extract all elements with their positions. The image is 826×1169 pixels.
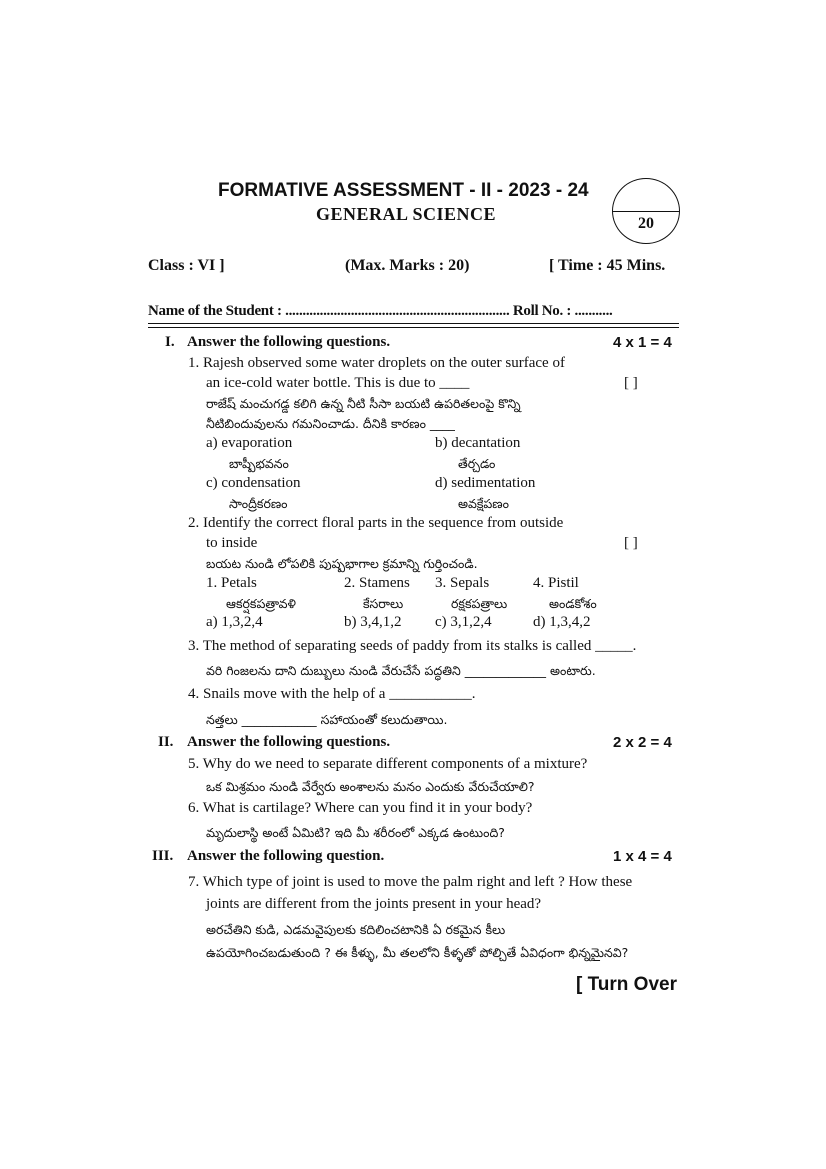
q1-option-b: b) decantation xyxy=(435,435,521,451)
q1-option-d-telugu: అవక్షేపణం xyxy=(458,496,509,511)
q6-line-1: 6. What is cartilage? Where can you find it in your body? xyxy=(188,800,533,816)
q7-telugu-2: ఉపయోగించబడుతుంది ? ఈ కీళ్ళు, మీ తలలోని కీళ్ళతో పోల్చితే ఏవిధంగా భిన్నమైనవి? xyxy=(206,945,629,960)
total-marks-box: 20 xyxy=(638,215,654,232)
max-marks: (Max. Marks : 20) xyxy=(345,257,470,274)
q2-part-1: 1. Petals xyxy=(206,575,257,591)
q3-telugu-1: వరి గింజలను దాని దుబ్బులు నుండి వేరుచేసే పద్ధతిని _____________ అంటారు. xyxy=(206,663,596,678)
q1-option-a-telugu: బాష్పీభవనం xyxy=(229,456,289,471)
q7-telugu-1: అరచేతిని కుడి, ఎడమవైపులకు కదిలించటానికి ఏ రకమైన కీలు xyxy=(206,922,506,937)
q1-telugu-1: రాజేష్ మంచుగడ్డ కలిగి ఉన్న నీటి సీసా బయటి ఉపరితలంపై కొన్ని xyxy=(206,396,521,411)
q1-telugu-2: నీటిబిందువులను గమనించాడు. దీనికి కారణం ____ xyxy=(206,416,455,431)
q2-option-c: c) 3,1,2,4 xyxy=(435,614,492,630)
section-1-title: Answer the following questions. xyxy=(187,334,391,350)
section-3-number: III. xyxy=(152,848,174,864)
q2-option-d: d) 1,3,4,2 xyxy=(533,614,591,630)
q5-telugu-1: ఒక మిశ్రమం నుండి వేర్వేరు అంశాలను మనం ఎందుకు వేరుచేయాలి? xyxy=(206,779,535,794)
q7-line-1: 7. Which type of joint is used to move the palm right and left ? How these xyxy=(188,874,633,890)
time-limit: [ Time : 45 Mins. xyxy=(549,257,666,274)
q1-line-2: an ice-cold water bottle. This is due to ____ xyxy=(206,375,470,391)
section-2-title: Answer the following questions. xyxy=(187,734,391,750)
q4-line-1: 4. Snails move with the help of a ___________. xyxy=(188,686,476,702)
student-name-roll-line: Name of the Student : ................................................................. Roll No. : ........... xyxy=(148,303,613,319)
section-2-number: II. xyxy=(158,734,174,750)
q7-line-2: joints are different from the joints present in your head? xyxy=(206,896,542,912)
q2-line-2: to inside xyxy=(206,535,258,551)
divider-1 xyxy=(148,323,679,324)
section-1-number: I. xyxy=(165,334,175,350)
q2-part-4-telugu: అండకోశం xyxy=(549,596,597,611)
q1-line-1: 1. Rajesh observed some water droplets on the outer surface of xyxy=(188,355,565,371)
q2-part-2-telugu: కేసరాలు xyxy=(363,596,404,611)
q2-telugu-1: బయట నుండి లోపలికి పుష్పభాగాల క్రమాన్ని గుర్తించండి. xyxy=(206,556,478,571)
subject-title: GENERAL SCIENCE xyxy=(316,204,497,224)
q4-telugu-1: నత్తలు ____________ సహాయంతో కలుదుతాయి. xyxy=(206,712,448,727)
q3-line-1: 3. The method of separating seeds of paddy from its stalks is called _____. xyxy=(188,638,637,654)
section-3-marks: 1 x 4 = 4 xyxy=(613,848,672,865)
q5-line-1: 5. Why do we need to separate different components of a mixture? xyxy=(188,756,588,772)
marks-circle xyxy=(612,178,680,244)
q2-part-1-telugu: ఆకర్షకపత్రావళి xyxy=(226,596,296,611)
exam-title: FORMATIVE ASSESSMENT - II - 2023 - 24 xyxy=(218,180,589,201)
turn-over-label: [ Turn Over xyxy=(576,974,677,995)
q2-option-a: a) 1,3,2,4 xyxy=(206,614,263,630)
q1-option-b-telugu: తేర్చడం xyxy=(458,456,496,471)
q2-part-3-telugu: రక్షకపత్రాలు xyxy=(451,596,508,611)
q2-line-1: 2. Identify the correct floral parts in the sequence from outside xyxy=(188,515,564,531)
section-1-marks: 4 x 1 = 4 xyxy=(613,334,672,351)
q2-part-2: 2. Stamens xyxy=(344,575,410,591)
class-label: Class : VI ] xyxy=(148,257,225,274)
q1-option-c: c) condensation xyxy=(206,475,301,491)
q1-option-c-telugu: సాంద్రీకరణం xyxy=(229,496,288,511)
q2-answer-bracket[interactable]: [ ] xyxy=(624,535,638,551)
section-3-title: Answer the following question. xyxy=(187,848,385,864)
q1-answer-bracket[interactable]: [ ] xyxy=(624,375,638,391)
q1-option-a: a) evaporation xyxy=(206,435,293,451)
q1-option-d: d) sedimentation xyxy=(435,475,536,491)
section-2-marks: 2 x 2 = 4 xyxy=(613,734,672,751)
q2-option-b: b) 3,4,1,2 xyxy=(344,614,402,630)
q6-telugu-1: మృదులాస్థి అంటే ఏమిటి? ఇది మీ శరీరంలో ఎక్కడ ఉంటుంది? xyxy=(206,825,505,840)
q2-part-4: 4. Pistil xyxy=(533,575,579,591)
q2-part-3: 3. Sepals xyxy=(435,575,490,591)
divider-2 xyxy=(148,327,679,328)
